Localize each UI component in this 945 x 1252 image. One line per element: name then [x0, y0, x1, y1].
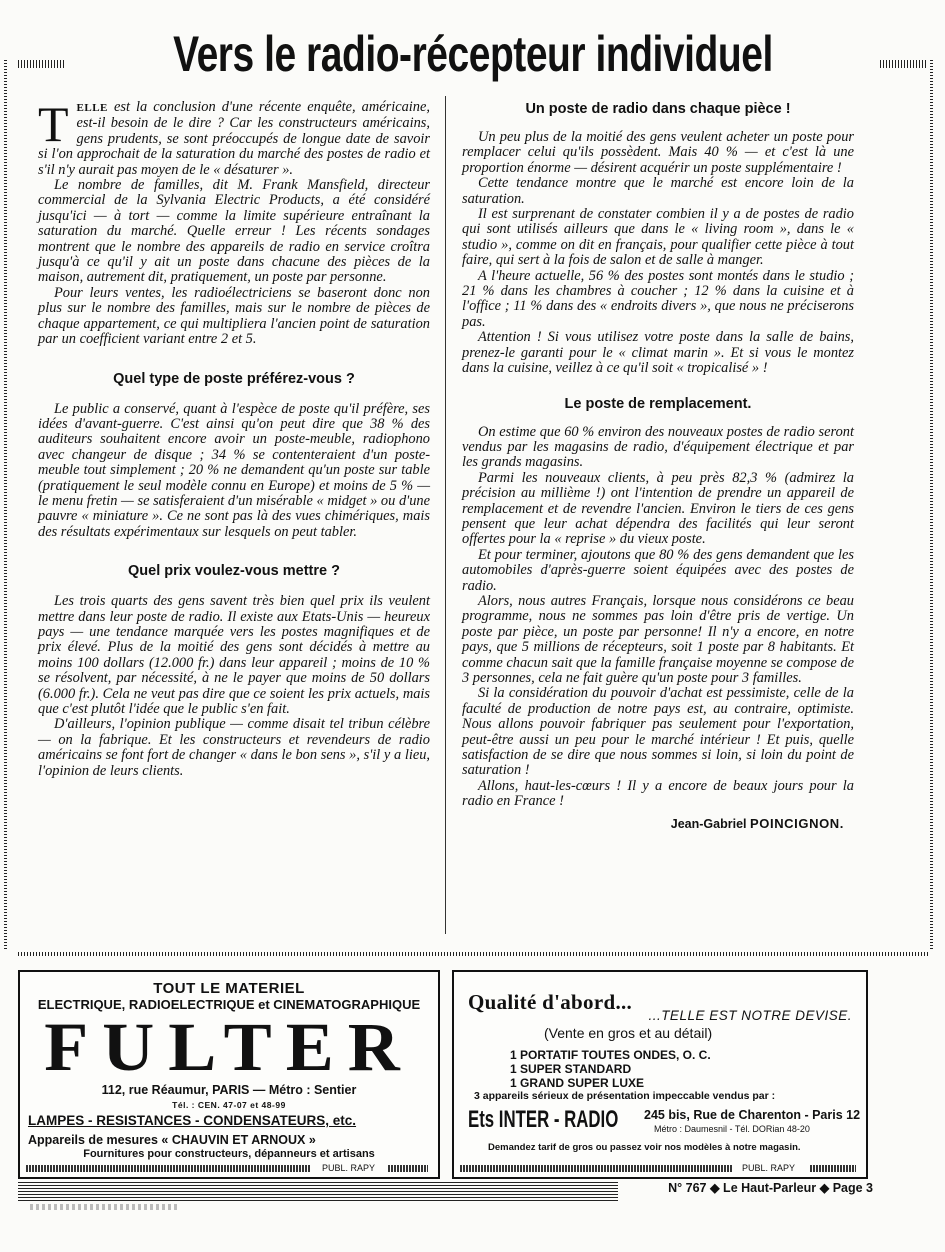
fulter-subheadline: ELECTRIQUE, RADIOELECTRIQUE et CINEMATOGRAPHIQUE	[37, 997, 421, 1012]
list-item: 1 GRAND SUPER LUXE	[510, 1076, 645, 1090]
fulter-headline: TOUT LE MATERIEL	[153, 980, 305, 997]
section-heading: Un poste de radio dans chaque pièce !	[525, 101, 791, 117]
headline-rule-left	[18, 60, 66, 68]
fulter-telephone: Tél. : CEN. 47-07 et 48-99	[172, 1100, 286, 1110]
paragraph: Cette tendance montre que le marché est encore loin de la saturation.	[462, 175, 854, 207]
inter-brand-logo: Ets INTER - RADIO	[468, 1106, 619, 1133]
paragraph: A l'heure actuelle, 56 % des postes sont montés dans le studio ; 21 % dans les chambres à coucher ; 12 % dans la cuisine et à l'office ; 11 % dans des « endroits divers », que nous ne préciserons pas.	[462, 267, 854, 330]
advertisement-fulter	[18, 970, 440, 1179]
inter-product-list	[510, 1048, 711, 1090]
publ-credit: PUBL. RAPY	[322, 1163, 376, 1173]
paragraph: Pour leurs ventes, les radioélectriciens se baseront donc non plus sur le nombre des familles, mais sur le nombre de pièces de chaque appartement, ce qui multipliera l'ancien point de saturation par un coefficient variant entre 2 et 5.	[38, 284, 430, 348]
paragraph: Et pour terminer, ajoutons que 80 % des gens demandent que les automobiles d'après-guerre soient équipées avec des postes de radio.	[462, 546, 854, 594]
inter-title: Qualité d'abord...	[468, 990, 633, 1014]
footer-faint-marks	[30, 1204, 180, 1210]
fulter-measuring-devices: Appareils de mesures « CHAUVIN ET ARNOUX »	[28, 1133, 316, 1147]
paragraph: Attention ! Si vous utilisez votre poste dans la salle de bains, prenez-le garanti pour le « climat marin ». Et si vous le montez dans la cuisine, veillez à ce qu'il soit « tropicalisé » !	[462, 329, 854, 377]
paragraph: Un peu plus de la moitié des gens veulent acheter un poste pour remplacer celui qu'ils possèdent. Mais 40 % — et c'est là une proportion énorme — désirent acquérir un poste supplémentaire !	[462, 129, 854, 176]
intro-text: est la conclusion d'une récente enquête, américaine, est-il besoin de le dire ? Car les constructeurs américains, gens prudents, se sont préoccupés de longue date de savoir si l'on approchait de la saturation du marché des postes de radio et s'il n'y aurait pas moyen de le « désaturer ».	[38, 99, 430, 178]
fulter-products: LAMPES - RESISTANCES - CONDENSATEURS, etc.	[28, 1113, 357, 1128]
author-signature	[462, 816, 854, 831]
advertisement-inter-radio	[452, 970, 868, 1179]
paragraph: Si la considération du pouvoir d'achat est pessimiste, celle de la faculté de production de notre pays est, au contraire, optimiste. Nous allons pouvoir fabriquer pas seulement pour l'exportation, peut-être aussi un peu pour le marché intérieur ! Et puis, quelle satisfaction de se dire que nous sommes si loin, si loin du point de saturation !	[462, 685, 854, 779]
inter-metro-telephone: Métro : Daumesnil - Tél. DORian 48-20	[654, 1124, 810, 1134]
page-edge-right	[930, 60, 933, 950]
article-headline: Vers le radio-récepteur individuel	[173, 26, 773, 82]
inter-address: 245 bis, Rue de Charenton - Paris 12	[644, 1108, 861, 1122]
list-item: 1 PORTATIF TOUTES ONDES, O. C.	[510, 1048, 711, 1062]
page-edge-left	[4, 60, 7, 950]
publ-bar	[26, 1163, 432, 1173]
fulter-supplies: Fournitures pour constructeurs, dépanneurs et artisans	[83, 1148, 375, 1160]
ads-separator	[18, 952, 928, 956]
paragraph: D'ailleurs, l'opinion publique — comme disait tel tribun célèbre — on la fabrique. Et les constructeurs et revendeurs de radio américains se font fort de changer « dans le bon sens », s'il y a lieu, l'opinion de leurs clients.	[38, 716, 430, 779]
drop-cap: T	[38, 96, 69, 152]
paragraph: Allons, haut-les-cœurs ! Il y a encore de beaux jours pour la radio en France !	[462, 777, 854, 810]
article-column-right	[462, 100, 854, 831]
article-column-left	[38, 96, 430, 779]
paragraph: Le public a conservé, quant à l'espèce de poste qu'il préfère, ses idées d'avant-guerre. C'est ainsi qu'on peut dire que 38 % des auditeurs souhaitent encore avoir un poste-meuble, radiophono avec changeur de disque ; 34 % se contenteraient d'un poste-meuble tout simplement ; 20 % ne demandent qu'un poste sur table (pratiquement le seul modèle connu en Europe) et moins de 5 % — le menu fretin — se satisferaient d'un misérable « midget » ou d'une pauvre « miniature ». Ce ne sont pas là des vues chimériques, mais des résultats expérimentaux sur lesquels on peut tabler.	[38, 400, 430, 540]
section-heading: Quel prix voulez-vous mettre ?	[128, 563, 340, 580]
headline-rule-right	[880, 60, 928, 68]
intro-small-caps: ELLE	[76, 102, 108, 114]
paragraph: On estime que 60 % environ des nouveaux postes de radio seront vendus par les magasins de radio, d'équipement électrique et par les grands magasins.	[462, 423, 854, 471]
inter-call-to-action: Demandez tarif de gros ou passez voir nos modèles à notre magasin.	[488, 1142, 801, 1153]
inter-presentation: 3 appareils sérieux de présentation impeccable vendus par :	[474, 1090, 776, 1102]
footer-rule	[18, 1182, 618, 1202]
author-first-name: Jean-Gabriel	[670, 816, 747, 831]
publ-bar	[460, 1163, 860, 1173]
fulter-brand-logo: FULTER	[44, 1009, 414, 1085]
author-last-name: POINCIGNON.	[750, 815, 844, 831]
paragraph: Le nombre de familles, dit M. Frank Mansfield, directeur commercial de la Sylvania Electric Products, a été considéré jusqu'ici — à tort — comme la limite supérieure entraînant la saturation du marché. Quelle erreur ! Les récents sondages montrent que le nombre des appareils de radio en service croîtra jusqu'à ce qu'il y ait un poste dans chacune des pièces de la maison, autrement dit, pratiquement, un poste par personne.	[38, 177, 430, 286]
publ-credit: PUBL. RAPY	[742, 1163, 796, 1173]
section-heading: Quel type de poste préférez-vous ?	[113, 370, 355, 387]
footer-page-number: N° 767 ◆ Le Haut-Parleur ◆ Page 3	[668, 1181, 873, 1195]
column-divider	[445, 96, 446, 934]
paragraph: Les trois quarts des gens savent très bien quel prix ils veulent mettre dans leur poste de radio. Il existe aux Etats-Unis — heureux pays — une tendance marquée vers les postes magnifiques et de prix élevé. Plus de la moitié des gens sont décidés à mettre au moins 100 dollars (12.000 fr.) dans leur appareil ; moins de 10 % se résolvent, par nécessité, à ne le payer que moins de 50 dollars (6.000 fr.). Cela ne veut pas dire que ce soient les prix actuels, mais que c'est plutôt l'idée que le public s'en fait.	[38, 593, 430, 717]
fulter-address: 112, rue Réaumur, PARIS — Métro : Sentier	[101, 1083, 357, 1097]
paragraph: Alors, nous autres Français, lorsque nous considérons ce beau programme, nous ne sommes pas loin d'être pris de vertige. Un poste par pièce, un poste par personne! Il n'y a encore, en notre pays, que 5 millions de récepteurs, soit 1 poste par 8 habitants. Et comme chacun sait que la famille française moyenne se compose de 3 personnes, cela ne fait guère qu'un poste pour 3 familles.	[462, 592, 854, 686]
section-heading: Le poste de remplacement.	[564, 395, 752, 412]
inter-motto: ...TELLE EST NOTRE DEVISE.	[648, 1008, 852, 1023]
inter-sales-note: (Vente en gros et au détail)	[544, 1025, 713, 1041]
paragraph-intro	[38, 96, 430, 178]
paragraph: Parmi les nouveaux clients, à peu près 82,3 % (admirez la précision au millième !) ont l'intention de prendre un appareil de remplacement et de revendre l'ancien. Environ le tiers de ces gens pensent que leur achat dépendra des facilités qui leur seront offertes pour la « reprise » du vieux poste.	[462, 469, 854, 548]
list-item: 1 SUPER STANDARD	[510, 1062, 632, 1076]
headline-block	[18, 26, 928, 86]
paragraph: Il est surprenant de constater combien il y a de postes de radio qui sont utilisés ailleurs que dans le « living room », dans le « studio », comme on dit en français, pour qualifier cette pièce à tout faire, qui sert à la fois de salon et de salle à manger.	[462, 206, 854, 269]
